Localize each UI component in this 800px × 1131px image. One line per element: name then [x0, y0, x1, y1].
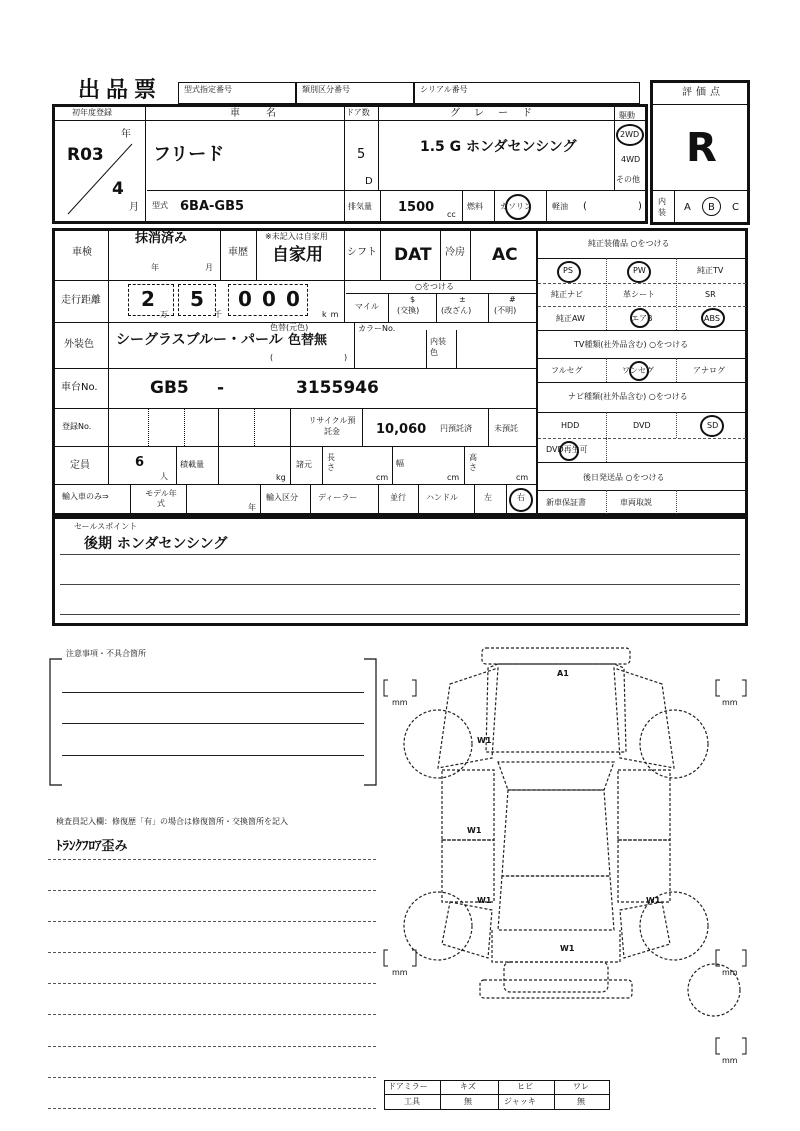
legend-mirror: ドアミラー: [388, 1082, 428, 1091]
equip-tv: 純正TV: [697, 266, 724, 275]
mileage-label: 走行距離: [61, 295, 101, 306]
ac-label: 冷房: [445, 247, 465, 258]
color-change-label: 色替(元色): [270, 323, 309, 332]
color-change-value: 色替無: [288, 333, 328, 348]
mileage-unknown-symbol: #: [509, 295, 516, 304]
length-label: 長さ: [327, 453, 335, 472]
load-label: 積載量: [180, 460, 204, 469]
grade-value: 1.5 G ホンダセンシング: [420, 139, 577, 155]
tv-fullseg: フルセグ: [551, 366, 583, 375]
drive-4wd: 4WD: [621, 155, 641, 164]
chassis-no: 3155946: [296, 378, 379, 398]
mark-w1-rear-right: W1: [646, 896, 661, 905]
shaken-month: 月: [205, 263, 213, 272]
equip-title: 純正装備品 ○をつける: [588, 239, 670, 248]
equip-navi: 純正ナビ: [551, 290, 583, 299]
slash-divider: [62, 140, 138, 218]
mileage-unit-note: ○をつける: [415, 282, 454, 291]
later-title: 後日発送品 ○をつける: [583, 473, 665, 482]
doors-suffix: D: [365, 176, 373, 187]
year-suffix: 年: [121, 129, 131, 140]
sales-label: セールスポイント: [74, 522, 138, 531]
inspector-label: 検査員記入欄：修復歴「有」の場合は修復箇所・交換箇所を記入: [56, 817, 288, 826]
tv-oneseg-circle: [629, 361, 649, 381]
model-year-unit: 年: [248, 503, 256, 512]
color-value: シーグラスブルー・パール: [116, 332, 283, 348]
equip-pw: PW: [633, 266, 646, 275]
equip-sr: SR: [705, 290, 716, 299]
legend-jack: ジャッキ: [504, 1097, 536, 1106]
class-no-label: 類別区分番号: [302, 85, 350, 94]
drive-label: 駆動: [619, 111, 635, 120]
color-paren-close: ): [344, 353, 348, 362]
displacement-label: 排気量: [348, 202, 372, 211]
import-class: 輸入区分: [266, 493, 298, 502]
sales-text: 後期 ホンダセンシング: [84, 536, 228, 552]
legend-tools: 工具: [404, 1097, 420, 1106]
equip-airbag-circle: [630, 308, 650, 328]
mileage-tamper-symbol: ±: [459, 295, 466, 304]
navi-sd-circle: [700, 415, 724, 437]
tv-oneseg: ワンセグ: [622, 366, 654, 375]
sheet-title: 出品票: [78, 78, 163, 103]
capacity-unit: 人: [160, 472, 168, 481]
fuel-gasoline: ガソリン: [500, 202, 532, 211]
handle-right-circle: [509, 488, 533, 512]
chassis-model: GB5: [150, 378, 189, 398]
cc-unit: cc: [447, 210, 456, 219]
equip-ps: PS: [563, 266, 573, 275]
history-label: 車歴: [228, 247, 248, 258]
color-label: 外装色: [64, 339, 94, 350]
equip-aw: 純正AW: [556, 314, 585, 323]
drive-2wd: 2WD: [620, 130, 640, 139]
shift-label: シフト: [347, 247, 377, 258]
tv-analog: アナログ: [693, 366, 725, 375]
dim-label: 諸元: [296, 460, 312, 469]
first-reg-month: 4: [112, 179, 124, 199]
height-label: 高さ: [469, 453, 477, 472]
car-name-label: 車名: [230, 108, 302, 119]
model-label: 型式: [152, 201, 168, 210]
mark-w1-left-door: W1: [467, 826, 482, 835]
interior-color-label: 内装色: [430, 337, 446, 357]
car-name: フリード: [153, 144, 225, 165]
ac-value: AC: [492, 245, 518, 265]
fuel-paren: (: [583, 201, 587, 212]
navi-title: ナビ種類(社外品含む) ○をつける: [568, 392, 688, 401]
doors-value: 5: [357, 147, 366, 162]
equip-leather: 革シート: [623, 290, 655, 299]
mm-label-1: mm: [392, 698, 408, 707]
recycle-unit: 円預託済: [440, 424, 472, 433]
shift-value: DAT: [394, 245, 432, 265]
fuel-paren-close: ): [638, 201, 642, 212]
interior-grade-b: B: [708, 202, 715, 213]
capacity-label: 定員: [70, 460, 90, 471]
history-note: ※未記入は自家用: [265, 232, 328, 241]
notes-label: 注意事項・不具合箇所: [66, 649, 146, 658]
mileage-swap: (交換): [397, 306, 420, 315]
legend-jack-value: 無: [577, 1097, 585, 1106]
navi-sd: SD: [707, 421, 719, 430]
displacement-value: 1500: [398, 200, 435, 215]
shaken-year: 年: [151, 263, 159, 272]
equip-abs-circle: [701, 308, 725, 328]
month-suffix: 月: [129, 202, 139, 213]
model-value: 6BA-GB5: [180, 199, 245, 214]
interior-label: 内装: [658, 197, 666, 217]
mileage-sen: 千: [214, 310, 222, 319]
legend-scratch: キズ: [460, 1082, 476, 1091]
mark-w1-rear-left: W1: [477, 896, 492, 905]
navi-hdd: HDD: [561, 421, 580, 430]
legend-break: ワレ: [573, 1082, 589, 1091]
equip-ps-circle: [557, 261, 581, 283]
reg-label: 登録No.: [62, 422, 92, 431]
interior-grade-b-circle: [702, 197, 721, 216]
mark-a1: A1: [557, 669, 569, 678]
width-cm: cm: [447, 473, 460, 482]
sales-block: [52, 516, 748, 626]
mileage-digit-3: 0: [238, 287, 252, 311]
interior-grade-c: C: [732, 202, 739, 213]
equip-pw-circle: [627, 261, 651, 283]
dealer: ディーラー: [318, 493, 358, 502]
mm-label-5: mm: [722, 1056, 738, 1065]
drive-other: その他: [616, 175, 640, 184]
mileage-swap-symbol: $: [410, 295, 416, 304]
first-reg-label: 初年度登録: [72, 108, 112, 117]
mileage-km: km: [322, 310, 343, 319]
notes-bracket: [46, 655, 380, 789]
mileage-tamper: (改ざん): [441, 306, 472, 315]
tv-title: TV種類(社外品含む) ○をつける: [574, 340, 689, 349]
recycle-not: 未預託: [494, 424, 518, 433]
mm-label-4: mm: [722, 968, 738, 977]
shaken-label: 車検: [72, 247, 92, 258]
navi-dvd-play: DVD再生可: [546, 445, 588, 454]
color-paren-open: (: [270, 353, 274, 362]
later-manual: 車両取説: [620, 498, 652, 507]
height-cm: cm: [516, 473, 529, 482]
capacity-value: 6: [135, 455, 145, 470]
mm-label-3: mm: [392, 968, 408, 977]
serial-label: シリアル番号: [420, 85, 468, 94]
interior-grade-a: A: [684, 202, 691, 213]
first-reg-year: R03: [67, 145, 104, 165]
navi-dvd-play-circle: [559, 441, 579, 461]
legend-tools-value: 無: [464, 1097, 472, 1106]
mileage-digit-5: 0: [286, 287, 300, 311]
parallel: 並行: [390, 493, 406, 502]
load-kg: kg: [276, 473, 286, 482]
mm-label-2: mm: [722, 698, 738, 707]
fuel-gasoline-circle: [505, 194, 531, 220]
fuel-label: 燃料: [467, 202, 483, 211]
later-warranty: 新車保証書: [546, 498, 586, 507]
mileage-digit-1: 2: [141, 287, 155, 311]
type-no-label: 型式指定番号: [184, 85, 232, 94]
chassis-label: 車台No.: [61, 382, 98, 393]
chassis-dash: -: [217, 378, 225, 398]
length-cm: cm: [376, 473, 389, 482]
equip-airbag: エアB: [631, 314, 653, 323]
doors-label: ドア数: [346, 108, 370, 117]
import-only: 輸入車のみ⇒: [62, 492, 109, 501]
mark-w1-trunk: W1: [560, 944, 575, 953]
mark-w1-front-left: W1: [477, 736, 492, 745]
history-value: 自家用: [272, 245, 323, 265]
legend-crack: ヒビ: [517, 1082, 533, 1091]
grade-label: グレード: [450, 108, 546, 119]
handle-left: 左: [484, 493, 492, 502]
width-label: 幅: [396, 459, 404, 468]
mileage-digit-2: 5: [190, 287, 204, 311]
eval-score: R: [686, 125, 717, 171]
mileage-unknown: (不明): [494, 306, 517, 315]
recycle-value: 10,060: [376, 422, 427, 437]
model-year: モデル年式: [145, 489, 177, 508]
equip-abs: ABS: [704, 314, 720, 323]
mileage-man: 万: [160, 310, 168, 319]
navi-dvd: DVD: [633, 421, 651, 430]
inspector-text: ﾄﾗﾝｸﾌﾛｱ歪み: [56, 839, 128, 854]
shaken-value: 抹消済み: [135, 231, 188, 246]
mileage-mile: マイル: [355, 302, 379, 311]
mileage-digit-4: 0: [262, 287, 276, 311]
handle-right: 右: [517, 493, 525, 502]
drive-2wd-circle: [616, 124, 644, 146]
handle-label: ハンドル: [426, 493, 458, 502]
car-damage-diagram: [380, 640, 750, 1080]
fuel-diesel: 軽油: [552, 202, 568, 211]
eval-label: 評価点: [682, 87, 724, 98]
recycle-label: リサイクル預託金: [308, 416, 356, 436]
color-no-label: カラーNo.: [358, 324, 396, 333]
